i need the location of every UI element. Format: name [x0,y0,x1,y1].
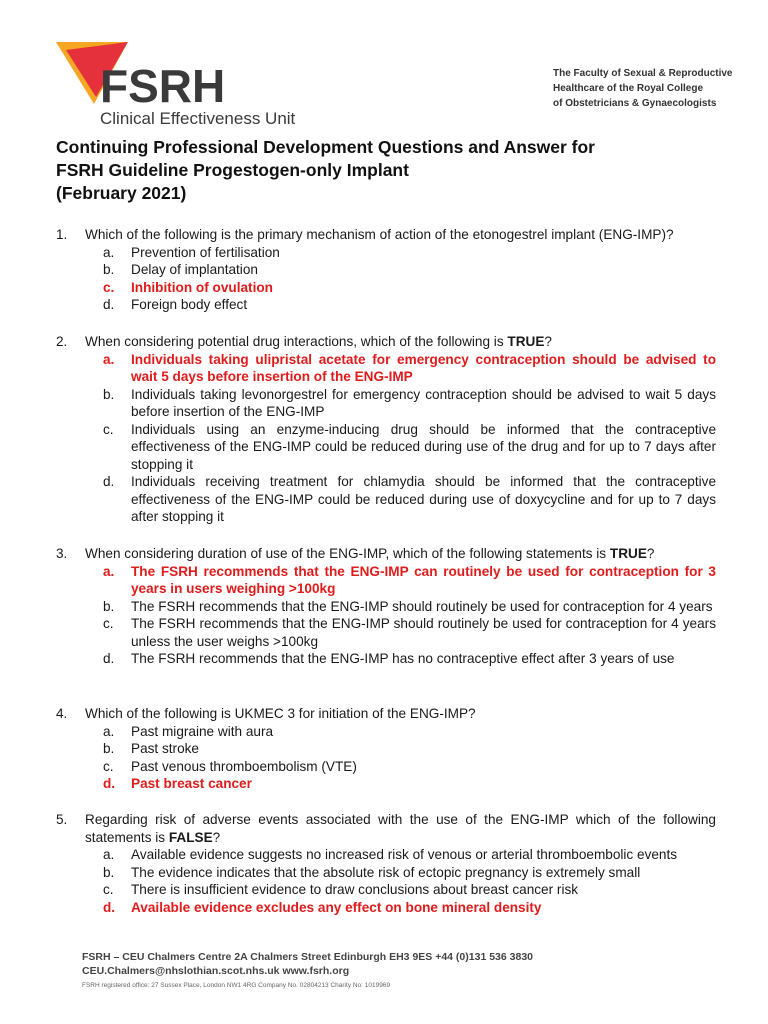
correct-option-item [56,899,716,917]
logo-subtext: Clinical Effectiveness Unit [100,109,296,128]
option-letter: b. [103,741,115,756]
option-item [56,650,716,668]
options-list [56,244,716,314]
option-text: Delay of implantation [131,262,258,277]
question-emphasis: FALSE [168,829,213,845]
option-text: Individuals using an enzyme-inducing drug should be informed that the contraceptive effectiveness of the ENG-IMP could be reduced during use of the drug and for up to 7 days after stopping it [131,421,716,472]
option-item [56,864,716,882]
option-letter: b. [103,598,115,614]
question-text: When considering duration of use of the ENG-IMP, which of the following statements is [85,546,610,561]
options-list [56,351,716,526]
option-text: There is insufficient evidence to draw conclusions about breast cancer risk [131,882,579,897]
faculty-line: Healthcare of the Royal College [553,83,704,94]
question-text-end: ? [212,829,221,845]
option-letter: c. [103,616,114,631]
option-item [56,244,716,262]
option-letter: a. [103,723,115,739]
faculty-name [553,66,753,111]
option-letter: d. [103,651,115,666]
option-item [56,261,716,279]
option-letter: b. [103,386,115,402]
question-text: Which of the following is the primary mechanism of action of the etonogestrel implant (ENG-IMP)? [85,227,674,242]
question-3 [56,545,716,668]
page-title [56,136,736,205]
question-number: 4. [56,706,68,721]
option-letter: b. [103,864,115,880]
option-letter: c. [103,882,114,897]
question-text: Regarding risk of adverse events associated with the use of the ENG-IMP which of the following statements is [85,812,716,845]
option-text: Past migraine with aura [131,723,274,739]
correct-option-item [56,563,716,598]
footer-contact: CEU.Chalmers@nhslothian.scot.nhs.uk www.fsrh.org [82,965,350,977]
option-text: Foreign body effect [131,297,248,312]
option-item [56,296,716,314]
option-item [56,723,716,741]
correct-option-item [56,351,716,386]
question-text-end: ? [544,334,552,349]
option-letter: a. [103,847,115,862]
option-letter: c. [103,279,115,295]
option-text: The evidence indicates that the absolute risk of ectopic pregnancy is extremely small [131,864,641,880]
question-number: 3. [56,546,68,561]
question-1 [56,226,716,314]
option-item [56,615,716,650]
options-list [56,563,716,668]
option-item [56,846,716,864]
fsrh-logo-mark [56,42,326,132]
faculty-line: The Faculty of Sexual & Reproductive [553,68,733,79]
option-text: Past venous thromboembolism (VTE) [131,758,357,774]
option-item [56,473,716,526]
option-text: The FSRH recommends that the ENG-IMP can routinely be used for contraception for 3 years in users weighing >100kg [131,563,716,596]
correct-option-item [56,279,716,297]
option-item [56,598,716,616]
footer-registration: FSRH registered office: 27 Sussex Place, London NW1 4RG Company No. 02804213 Charity No: 1019969 [82,982,391,989]
question-stem [56,545,716,563]
question-stem [56,705,716,723]
option-item [56,740,716,758]
option-letter: d. [103,776,116,791]
question-2 [56,333,716,526]
question-text-end: ? [646,546,655,561]
option-text: Individuals taking levonorgestrel for emergency contraception should be advised to wait 5 days before insertion of the ENG-IMP [131,386,716,419]
option-letter: c. [103,758,114,774]
option-letter: a. [103,244,115,260]
option-text: Individuals taking ulipristal acetate for emergency contraception should be advised to wait 5 days before insertion of the ENG-IMP [131,351,716,384]
option-letter: d. [103,474,115,489]
title-line: (February 2021) [56,183,187,203]
question-stem [56,811,716,846]
title-line: FSRH Guideline Progestogen-only Implant [56,160,409,180]
option-text: The FSRH recommends that the ENG-IMP has no contraceptive effect after 3 years of use [131,651,675,666]
faculty-line: of Obstetricians & Gynaecologists [553,98,717,109]
question-emphasis: TRUE [507,334,545,349]
question-number: 2. [56,334,68,349]
question-number: 1. [56,227,68,242]
option-text: Individuals receiving treatment for chlamydia should be informed that the contraceptive effectiveness of the ENG-IMP could be reduced during use of doxycycline and for up to 7 days after stopping it [131,474,716,524]
option-letter: a. [103,351,115,367]
question-stem [56,333,716,351]
option-item [56,881,716,899]
option-item [56,421,716,474]
option-letter: b. [103,262,115,277]
question-4 [56,705,716,793]
options-list [56,723,716,793]
option-item [56,758,716,776]
option-text: Inhibition of ovulation [131,279,273,295]
option-text: Past stroke [131,741,199,756]
fsrh-logo [56,42,326,132]
question-stem [56,226,716,244]
option-letter: a. [103,563,115,579]
option-text: Available evidence suggests no increased risk of venous or arterial thromboembolic events [131,847,678,862]
option-text: Prevention of fertilisation [131,244,280,260]
question-5 [56,811,716,916]
option-letter: c. [103,421,114,437]
question-emphasis: TRUE [609,546,647,561]
correct-option-item [56,775,716,793]
option-letter: d. [103,899,116,915]
question-text: When considering potential drug interactions, which of the following is [85,334,508,349]
footer-address: FSRH – CEU Chalmers Centre 2A Chalmers Street Edinburgh EH3 9ES +44 (0)131 536 3830 [82,951,533,963]
question-text: Which of the following is UKMEC 3 for initiation of the ENG-IMP? [85,706,476,721]
page-footer [82,950,682,992]
option-text: The FSRH recommends that the ENG-IMP should routinely be used for contraception for 4 years unless the user weighs >100kg [131,616,716,649]
title-line: Continuing Professional Development Questions and Answer for [56,137,595,157]
question-number: 5. [56,812,68,827]
option-item [56,386,716,421]
option-text: Available evidence excludes any effect on bone mineral density [131,899,542,915]
option-letter: d. [103,297,115,312]
option-text: Past breast cancer [131,776,252,791]
option-text: The FSRH recommends that the ENG-IMP should routinely be used for contraception for 4 years [131,598,713,614]
logo-text: FSRH [100,60,226,112]
options-list [56,846,716,916]
